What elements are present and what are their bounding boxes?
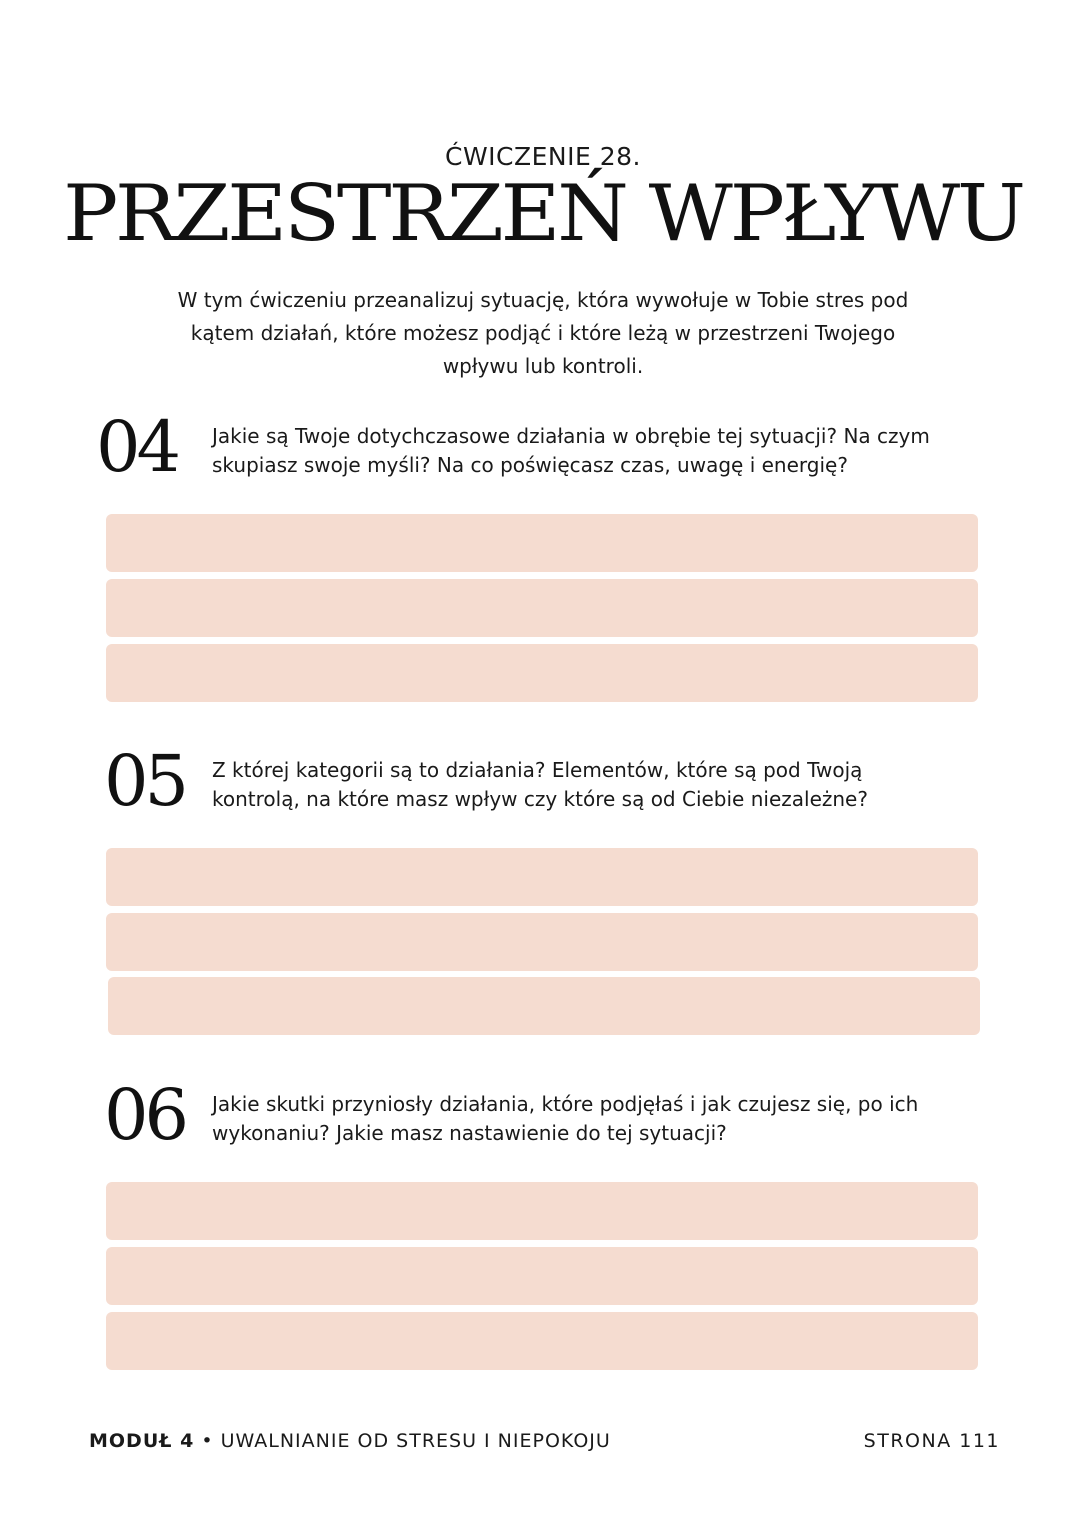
- footer-module: [89, 1430, 611, 1452]
- module-title: UWALNIANIE OD STRESU I NIEPOKOJU: [220, 1430, 611, 1452]
- question-text: Jakie skutki przyniosły działania, które podjęłaś i jak czujesz się, po ich wykonaniu? Jakie masz nastawienie do tej sytuacji?: [212, 1092, 919, 1145]
- question-number: 04: [96, 406, 178, 488]
- intro-text: W tym ćwiczeniu przeanalizuj sytuację, która wywołuje w Tobie stres pod kątem działań, które możesz podjąć i które leżą w przestrzeni Twojego wpływu lub kontroli.: [177, 288, 909, 378]
- answer-field[interactable]: [106, 579, 978, 637]
- answer-field[interactable]: [106, 1312, 978, 1370]
- answer-field[interactable]: [106, 1182, 978, 1240]
- answer-field[interactable]: [108, 977, 980, 1035]
- exercise-label: ĆWICZENIE 28.: [444, 142, 641, 171]
- question-text: Jakie są Twoje dotychczasowe działania w obrębie tej sytuacji? Na czym skupiasz swoje myśli? Na co poświęcasz czas, uwagę i energię?: [212, 424, 930, 477]
- page-number: STRONA 111: [863, 1430, 1000, 1452]
- page-title: PRZESTRZEŃ WPŁYWU: [63, 169, 1023, 259]
- question-number: 05: [104, 740, 186, 822]
- module-label: MODUŁ 4: [89, 1430, 195, 1452]
- bullet-separator: •: [201, 1430, 214, 1452]
- answer-field[interactable]: [106, 913, 978, 971]
- answer-field[interactable]: [106, 644, 978, 702]
- answer-field[interactable]: [106, 848, 978, 906]
- question-number: 06: [104, 1074, 186, 1156]
- answer-field[interactable]: [106, 1247, 978, 1305]
- answer-field[interactable]: [106, 514, 978, 572]
- question-text: Z której kategorii są to działania? Elementów, które są pod Twoją kontrolą, na które masz wpływ czy które są od Ciebie niezależne?: [212, 758, 868, 811]
